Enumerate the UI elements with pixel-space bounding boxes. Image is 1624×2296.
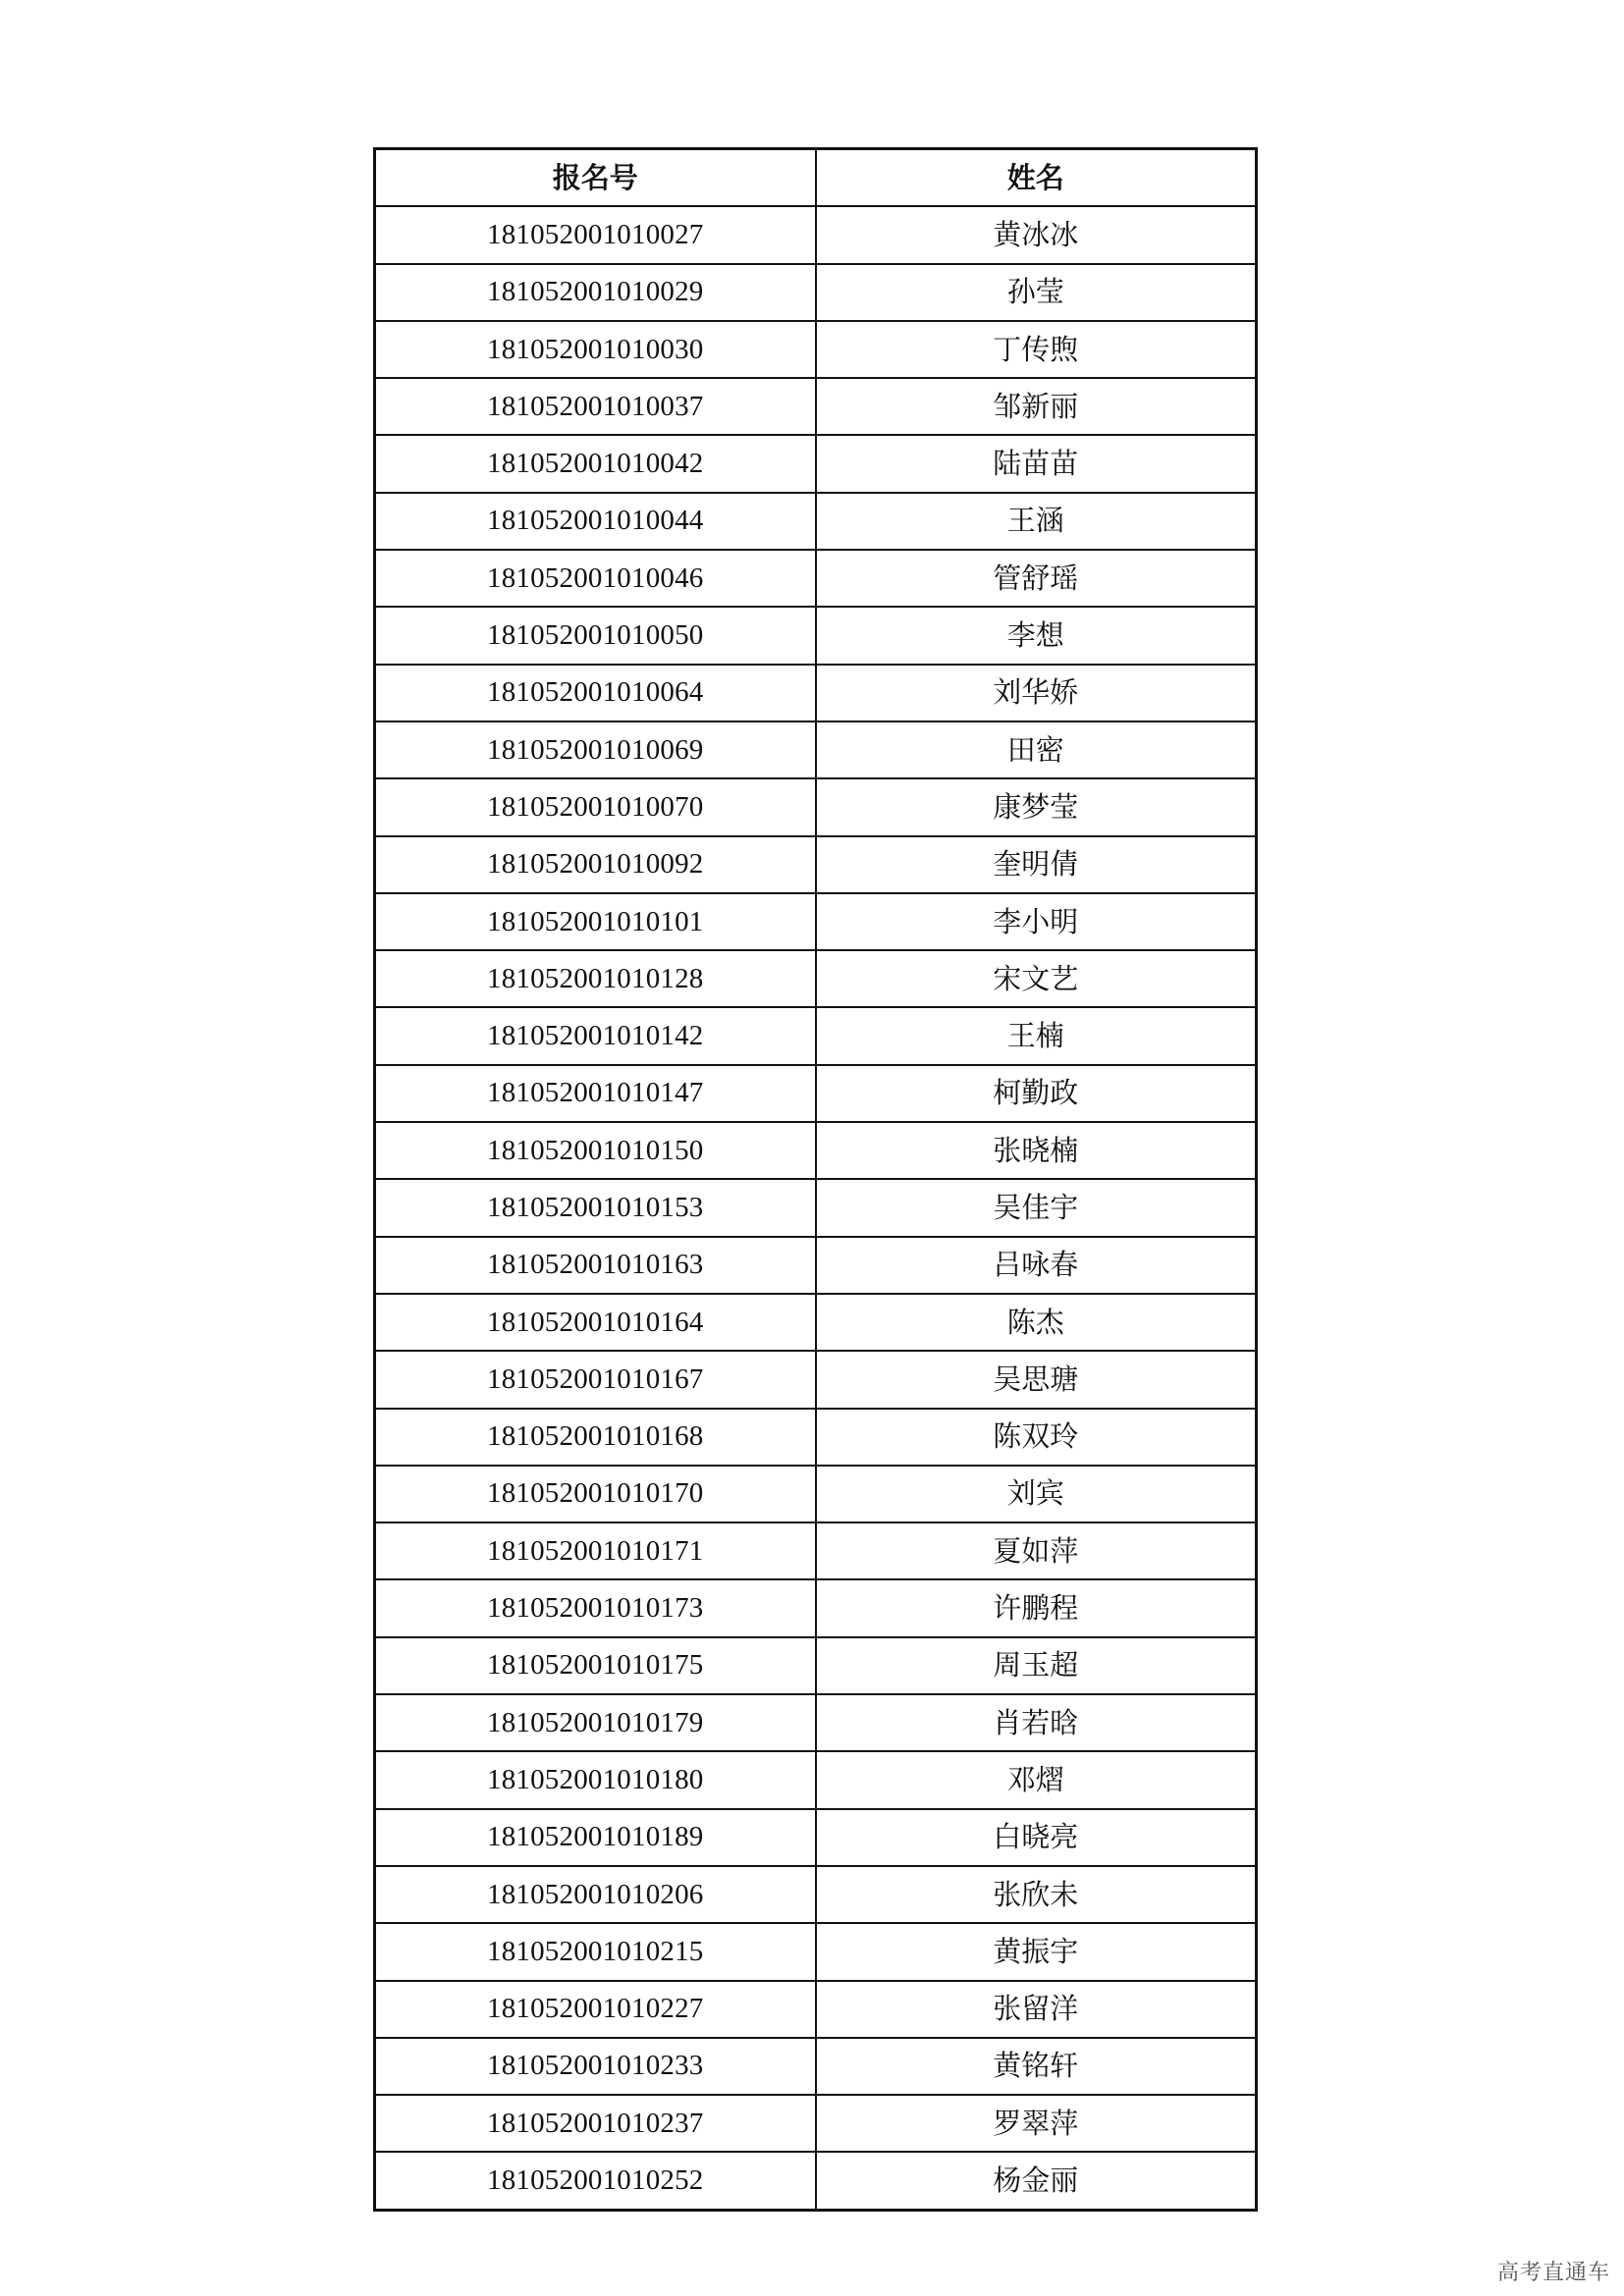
table-row <box>375 1122 1257 1179</box>
registration-number-cell: 181052001010050 <box>375 607 816 664</box>
table-row <box>375 1981 1257 2038</box>
column-header-registration-number: 报名号 <box>375 149 816 207</box>
table-row <box>375 2038 1257 2095</box>
name-cell: 黄铭轩 <box>816 2038 1257 2095</box>
name-cell: 陆苗苗 <box>816 435 1257 492</box>
registration-number-cell: 181052001010128 <box>375 950 816 1007</box>
table-row <box>375 435 1257 492</box>
registration-number-cell: 181052001010163 <box>375 1237 816 1294</box>
name-cell: 孙莹 <box>816 264 1257 321</box>
name-cell: 宋文艺 <box>816 950 1257 1007</box>
roster-table <box>373 147 1258 2212</box>
header-row <box>375 149 1257 207</box>
table-row <box>375 1522 1257 1579</box>
table-row <box>375 1237 1257 1294</box>
table-row <box>375 607 1257 664</box>
name-cell: 杨金丽 <box>816 2152 1257 2210</box>
name-cell: 吴佳宇 <box>816 1179 1257 1236</box>
table-row <box>375 1466 1257 1522</box>
name-cell: 黄冰冰 <box>816 206 1257 263</box>
table-row <box>375 1751 1257 1808</box>
name-cell: 黄振宇 <box>816 1923 1257 1980</box>
registration-number-cell: 181052001010153 <box>375 1179 816 1236</box>
registration-number-cell: 181052001010173 <box>375 1579 816 1636</box>
table-row <box>375 2095 1257 2152</box>
registration-number-cell: 181052001010206 <box>375 1866 816 1923</box>
name-cell: 康梦莹 <box>816 778 1257 835</box>
table-row <box>375 665 1257 721</box>
registration-number-cell: 181052001010171 <box>375 1522 816 1579</box>
name-cell: 张留洋 <box>816 1981 1257 2038</box>
name-cell: 白晓亮 <box>816 1809 1257 1866</box>
name-cell: 丁传煦 <box>816 321 1257 378</box>
registration-number-cell: 181052001010179 <box>375 1694 816 1751</box>
name-cell: 夏如萍 <box>816 1522 1257 1579</box>
registration-number-cell: 181052001010167 <box>375 1351 816 1408</box>
table-row <box>375 321 1257 378</box>
table-row <box>375 893 1257 950</box>
table-row <box>375 264 1257 321</box>
registration-number-cell: 181052001010215 <box>375 1923 816 1980</box>
name-cell: 周玉超 <box>816 1637 1257 1694</box>
registration-number-cell: 181052001010189 <box>375 1809 816 1866</box>
registration-number-cell: 181052001010069 <box>375 721 816 778</box>
table-row <box>375 1409 1257 1466</box>
name-cell: 管舒瑶 <box>816 550 1257 607</box>
table-row <box>375 493 1257 550</box>
column-header-name: 姓名 <box>816 149 1257 207</box>
registration-number-cell: 181052001010070 <box>375 778 816 835</box>
name-cell: 王涵 <box>816 493 1257 550</box>
name-cell: 陈双玲 <box>816 1409 1257 1466</box>
table-row <box>375 1065 1257 1122</box>
name-cell: 吴思瑭 <box>816 1351 1257 1408</box>
registration-number-cell: 181052001010037 <box>375 378 816 435</box>
registration-number-cell: 181052001010227 <box>375 1981 816 2038</box>
registration-number-cell: 181052001010046 <box>375 550 816 607</box>
name-cell: 王楠 <box>816 1007 1257 1064</box>
registration-number-cell: 181052001010027 <box>375 206 816 263</box>
name-cell: 李小明 <box>816 893 1257 950</box>
registration-number-cell: 181052001010142 <box>375 1007 816 1064</box>
name-cell: 张晓楠 <box>816 1122 1257 1179</box>
registration-number-cell: 181052001010044 <box>375 493 816 550</box>
table-row <box>375 378 1257 435</box>
table-row <box>375 1694 1257 1751</box>
table-header <box>375 149 1257 207</box>
table-row <box>375 1294 1257 1351</box>
registration-number-cell: 181052001010042 <box>375 435 816 492</box>
registration-number-cell: 181052001010101 <box>375 893 816 950</box>
registration-number-cell: 181052001010170 <box>375 1466 816 1522</box>
name-cell: 许鹏程 <box>816 1579 1257 1636</box>
table-row <box>375 1866 1257 1923</box>
table-row <box>375 1809 1257 1866</box>
registration-number-cell: 181052001010252 <box>375 2152 816 2210</box>
registration-number-cell: 181052001010092 <box>375 836 816 893</box>
table-row <box>375 1579 1257 1636</box>
name-cell: 刘华娇 <box>816 665 1257 721</box>
registration-number-cell: 181052001010029 <box>375 264 816 321</box>
table-row <box>375 778 1257 835</box>
table-row <box>375 1179 1257 1236</box>
name-cell: 奎明倩 <box>816 836 1257 893</box>
table-body <box>375 206 1257 2210</box>
watermark-text: 高考直通车 <box>1496 2261 1610 2285</box>
name-cell: 吕咏春 <box>816 1237 1257 1294</box>
table-row <box>375 721 1257 778</box>
table-row <box>375 950 1257 1007</box>
table-row <box>375 1007 1257 1064</box>
registration-number-cell: 181052001010030 <box>375 321 816 378</box>
name-cell: 刘宾 <box>816 1466 1257 1522</box>
table-row <box>375 206 1257 263</box>
roster-table-container <box>373 147 1258 2212</box>
registration-number-cell: 181052001010175 <box>375 1637 816 1694</box>
registration-number-cell: 181052001010168 <box>375 1409 816 1466</box>
table-row <box>375 550 1257 607</box>
name-cell: 邓熠 <box>816 1751 1257 1808</box>
registration-number-cell: 181052001010150 <box>375 1122 816 1179</box>
registration-number-cell: 181052001010180 <box>375 1751 816 1808</box>
name-cell: 张欣未 <box>816 1866 1257 1923</box>
name-cell: 陈杰 <box>816 1294 1257 1351</box>
registration-number-cell: 181052001010237 <box>375 2095 816 2152</box>
registration-number-cell: 181052001010233 <box>375 2038 816 2095</box>
table-row <box>375 1351 1257 1408</box>
table-row <box>375 2152 1257 2210</box>
name-cell: 柯勤政 <box>816 1065 1257 1122</box>
name-cell: 李想 <box>816 607 1257 664</box>
name-cell: 邹新丽 <box>816 378 1257 435</box>
table-row <box>375 1637 1257 1694</box>
name-cell: 田密 <box>816 721 1257 778</box>
registration-number-cell: 181052001010164 <box>375 1294 816 1351</box>
registration-number-cell: 181052001010147 <box>375 1065 816 1122</box>
table-row <box>375 836 1257 893</box>
name-cell: 罗翠萍 <box>816 2095 1257 2152</box>
name-cell: 肖若晗 <box>816 1694 1257 1751</box>
table-row <box>375 1923 1257 1980</box>
registration-number-cell: 181052001010064 <box>375 665 816 721</box>
